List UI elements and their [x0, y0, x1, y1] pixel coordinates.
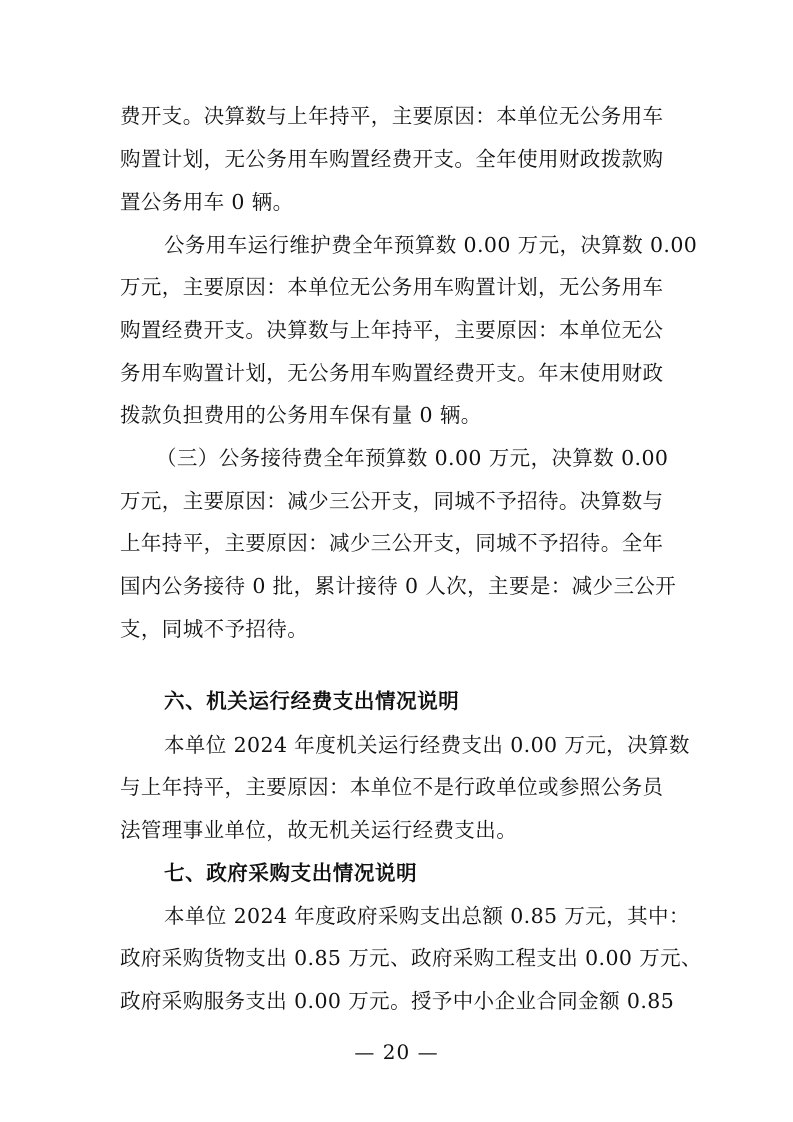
- text-line: 法管理事业单位，故无机关运行经费支出。: [120, 818, 518, 842]
- text-line: 务用车购置计划，无公务用车购置经费开支。年末使用财政: [120, 361, 664, 385]
- text-line: 万元，主要原因：减少三公开支，同城不予招待。决算数与: [120, 489, 664, 513]
- text-line: 购置计划，无公务用车购置经费开支。全年使用财政拨款购: [120, 147, 664, 171]
- text-line: 拨款负担费用的公务用车保有量 0 辆。: [120, 403, 482, 427]
- text-line: 本单位 2024 年度机关运行经费支出 0.00 万元，决算数: [164, 733, 690, 757]
- text-line: 万元，主要原因：本单位无公务用车购置计划，无公务用车: [120, 275, 664, 299]
- text-line: 政府采购服务支出 0.00 万元。授予中小企业合同金额 0.85: [120, 989, 675, 1013]
- text-line: 费开支。决算数与上年持平，主要原因：本单位无公务用车: [120, 104, 664, 128]
- text-line: 本单位 2024 年度政府采购支出总额 0.85 万元，其中：: [164, 904, 690, 928]
- text-line: 支，同城不予招待。: [120, 617, 309, 641]
- text-line: 公务用车运行维护费全年预算数 0.00 万元，决算数 0.00: [164, 233, 698, 257]
- text-line: 置公务用车 0 辆。: [120, 190, 294, 214]
- section-heading: 六、机关运行经费支出情况说明: [164, 689, 460, 713]
- text-line: 国内公务接待 0 批，累计接待 0 人次，主要是：减少三公开: [120, 574, 677, 598]
- text-line: 与上年持平，主要原因：本单位不是行政单位或参照公务员: [120, 775, 664, 799]
- text-line: （三）公务接待费全年预算数 0.00 万元，决算数 0.00: [156, 446, 669, 470]
- section-heading: 七、政府采购支出情况说明: [164, 861, 418, 885]
- page-number: — 20 —: [354, 1040, 439, 1064]
- text-line: 政府采购货物支出 0.85 万元、政府采购工程支出 0.00 万元、: [120, 946, 702, 970]
- text-line: 上年持平，主要原因：减少三公开支，同城不予招待。全年: [120, 531, 664, 555]
- text-line: 购置经费开支。决算数与上年持平，主要原因：本单位无公: [120, 318, 664, 342]
